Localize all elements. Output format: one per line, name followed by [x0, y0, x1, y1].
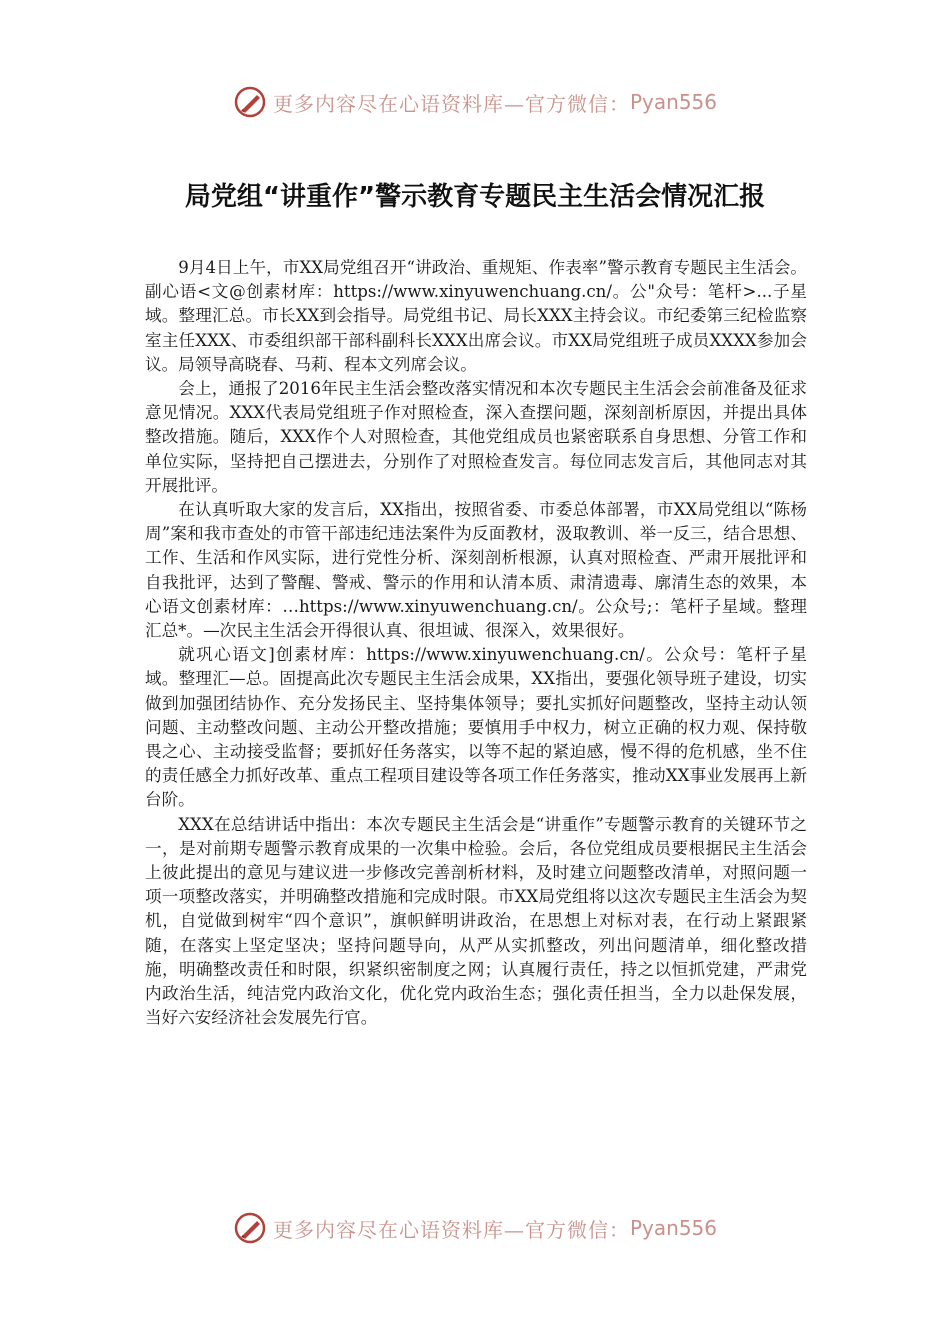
watermark-text: 更多内容尽在心语资料库—官方微信：	[272, 91, 630, 116]
pen-logo-icon	[233, 1211, 267, 1245]
watermark-wechat-id: Pyan556	[629, 1216, 717, 1240]
pen-logo-icon	[233, 85, 267, 119]
paragraph: XXX在总结讲话中指出：本次专题民主生活会是“讲重作”专题警示教育的关键环节之一，是对前期专题警示教育成果的一次集中检验。会后，各位党组成员要根据民主生活会上彼此提出的意见与建议进一步修改完善剖析材料，及时建立问题整改清单，对照问题一项一项整改落实，并明确整改措施和完成时限。市XX局党组将以这次专题民主生活会为契机，自觉做到树牢“四个意识”，旗帜鲜明讲政治，在思想上对标对表，在行动上紧跟紧随，在落实上坚定坚决；坚持问题导向，从严从实抓整改，列出问题清单，细化整改措施，明确整改责任和时限，织紧织密制度之网；认真履行责任，持之以恒抓党建，严肃党内政治生活，纯洁党内政治文化，优化党内政治生态；强化责任担当，全力以赴保发展，当好六安经济社会发展先行官。	[145, 814, 807, 1028]
document-body	[145, 256, 807, 1031]
watermark-banner-bottom	[0, 1208, 950, 1248]
watermark-text: 更多内容尽在心语资料库—官方微信：	[272, 1217, 630, 1242]
paragraph: 会上，通报了2016年民主生活会整改落实情况和本次专题民主生活会会前准备及征求意见情况。XXX代表局党组班子作对照检查，深入查摆问题，深刻剖析原因，并提出具体整改措施。随后，XXX作个人对照检查，其他党组成员也紧密联系自身思想、分管工作和单位实际，坚持把自己摆进去，分别作了对照检查发言。每位同志发言后，其他同志对其开展批评。	[145, 379, 807, 495]
paragraph: 在认真听取大家的发言后，XX指出，按照省委、市委总体部署，市XX局党组以“陈杨周”案和我市查处的市管干部违纪违法案件为反面教材，汲取教训、举一反三，结合思想、工作、生活和作风实际，进行党性分析、深刻剖析根源，认真对照检查、严肃开展批评和自我批评，达到了警醒、警戒、警示的作用和认清本质、肃清遗毒、廓清生态的效果，本心语文创素材库：…https://www.xinyuwenchuang.cn/。公众号;：笔杆子星域。整理汇总*。—次民主生活会开得很认真、很坦诚、很深入，效果很好。	[145, 500, 807, 641]
paragraph: 就巩心语文]创素材库：https://www.xinyuwenchuang.cn/。公众号：笔杆子星域。整理汇—总。固提高此次专题民主生活会成果，XX指出，要强化领导班子建设，切实做到加强团结协作、充分发扬民主、坚持集体领导；要扎实抓好问题整改，坚持主动认领问题、主动整改问题、主动公开整改措施；要慎用手中权力，树立正确的权力观、保持敬畏之心、主动接受监督；要抓好任务落实，以等不起的紧迫感，慢不得的危机感，坐不住的责任感全力抓好改革、重点工程项目建设等各项工作任务落实，推动XX事业发展再上新台阶。	[145, 645, 807, 810]
watermark-banner-top	[0, 82, 950, 122]
paragraph: 9月4日上午，市XX局党组召开“讲政治、重规矩、作表率”警示教育专题民主生活会。副心语<文@创素材库：https://www.xinyuwenchuang.cn/。公"众号：笔杆>...子星域。整理汇总。市长XX到会指导。局党组书记、局长XXX主持会议。市纪委第三纪检监察室主任XXX、市委组织部干部科副科长XXX出席会议。市XX局党组班子成员XXXX参加会议。局领导高晓春、马莉、程本文列席会议。	[145, 258, 807, 374]
document-title: 局党组“讲重作”警示教育专题民主生活会情况汇报	[184, 182, 766, 212]
watermark-wechat-id: Pyan556	[629, 90, 717, 114]
